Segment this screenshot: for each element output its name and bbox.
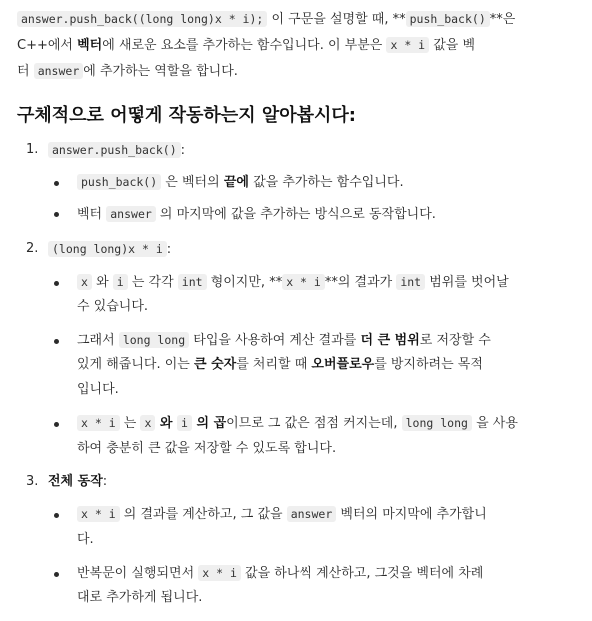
code-answer-push-back: answer.push_back() <box>48 142 181 158</box>
list-number-2: 2. <box>26 241 39 256</box>
intro-line-2: C++에서 벡터에 새로운 요소를 추가하는 함수입니다. 이 부분은 x * i 값을 벡 <box>17 38 476 53</box>
item-1-bullet-1: push_back() 은 벡터의 끝에 값을 추가하는 함수입니다. <box>77 172 404 193</box>
item-2-title: (long long)x * i : <box>48 239 171 260</box>
item-3-bullet-2-line-1: 반복문이 실행되면서 x * i 값을 하나씩 계산하고, 그것을 벡터에 차례 <box>77 566 484 581</box>
bullet-dot <box>54 339 59 344</box>
bullet-dot <box>54 572 59 577</box>
item-3-bullet-1-line-1: x * i 의 결과를 계산하고, 그 값을 answer 벡터의 마지막에 추가합니 <box>77 504 487 525</box>
bold-vector: 벡터 <box>77 38 103 53</box>
code-push-back: push_back() <box>406 11 490 27</box>
item-1-bullet-2: 벡터 answer 의 마지막에 값을 추가하는 방식으로 동작합니다. <box>77 207 436 222</box>
bullet-dot <box>54 281 59 286</box>
intro-line-3: 터 answer 에 추가하는 역할을 합니다. <box>17 64 238 79</box>
intro-line-1: answer.push_back((long long)x * i); 이 구문을 설명할 때, ** push_back() **은 <box>17 9 515 30</box>
code-statement: answer.push_back((long long)x * i); <box>17 11 267 27</box>
item-2-bullet-2-line-2: 있게 해줍니다. 이는 큰 숫자를 처리할 때 오버플로우를 방지하려는 목적 <box>77 357 483 372</box>
code-answer: answer <box>34 63 84 79</box>
item-2-bullet-3-line-1: x * i 는 x 와 i 의 곱이므로 그 값은 점점 커지는데, long long 을 사용 <box>77 413 518 434</box>
list-number-1: 1. <box>26 142 39 157</box>
section-heading: 구체적으로 어떻게 작동하는지 알아봅시다: <box>17 105 356 126</box>
item-2-bullet-2-line-1: 그래서 long long 타입을 사용하여 계산 결과를 더 큰 범위로 저장할 수 <box>77 333 491 348</box>
code-x-times-i: x * i <box>386 37 429 53</box>
item-3-bullet-2-line-2: 대로 추가하게 됩니다. <box>77 590 203 605</box>
item-2-bullet-1-line-2: 수 있습니다. <box>77 299 149 314</box>
bullet-dot <box>54 422 59 427</box>
item-2-bullet-1-line-1: x 와 i 는 각각 int 형이지만, ** x * i **의 결과가 int 범위를 벗어날 <box>77 272 509 293</box>
bullet-dot <box>54 212 59 217</box>
code-long-long-cast: (long long)x * i <box>48 241 167 257</box>
item-2-bullet-2-line-3: 입니다. <box>77 382 119 397</box>
list-number-3: 3. <box>26 474 39 489</box>
bullet-dot <box>54 513 59 518</box>
item-2-bullet-3-line-2: 하여 충분히 큰 값을 저장할 수 있도록 합니다. <box>77 441 337 456</box>
bullet-dot <box>54 181 59 186</box>
item-3-bullet-1-line-2: 다. <box>77 532 94 547</box>
item-3-title: 전체 동작: <box>48 474 108 489</box>
item-1-title: answer.push_back() : <box>48 140 185 161</box>
